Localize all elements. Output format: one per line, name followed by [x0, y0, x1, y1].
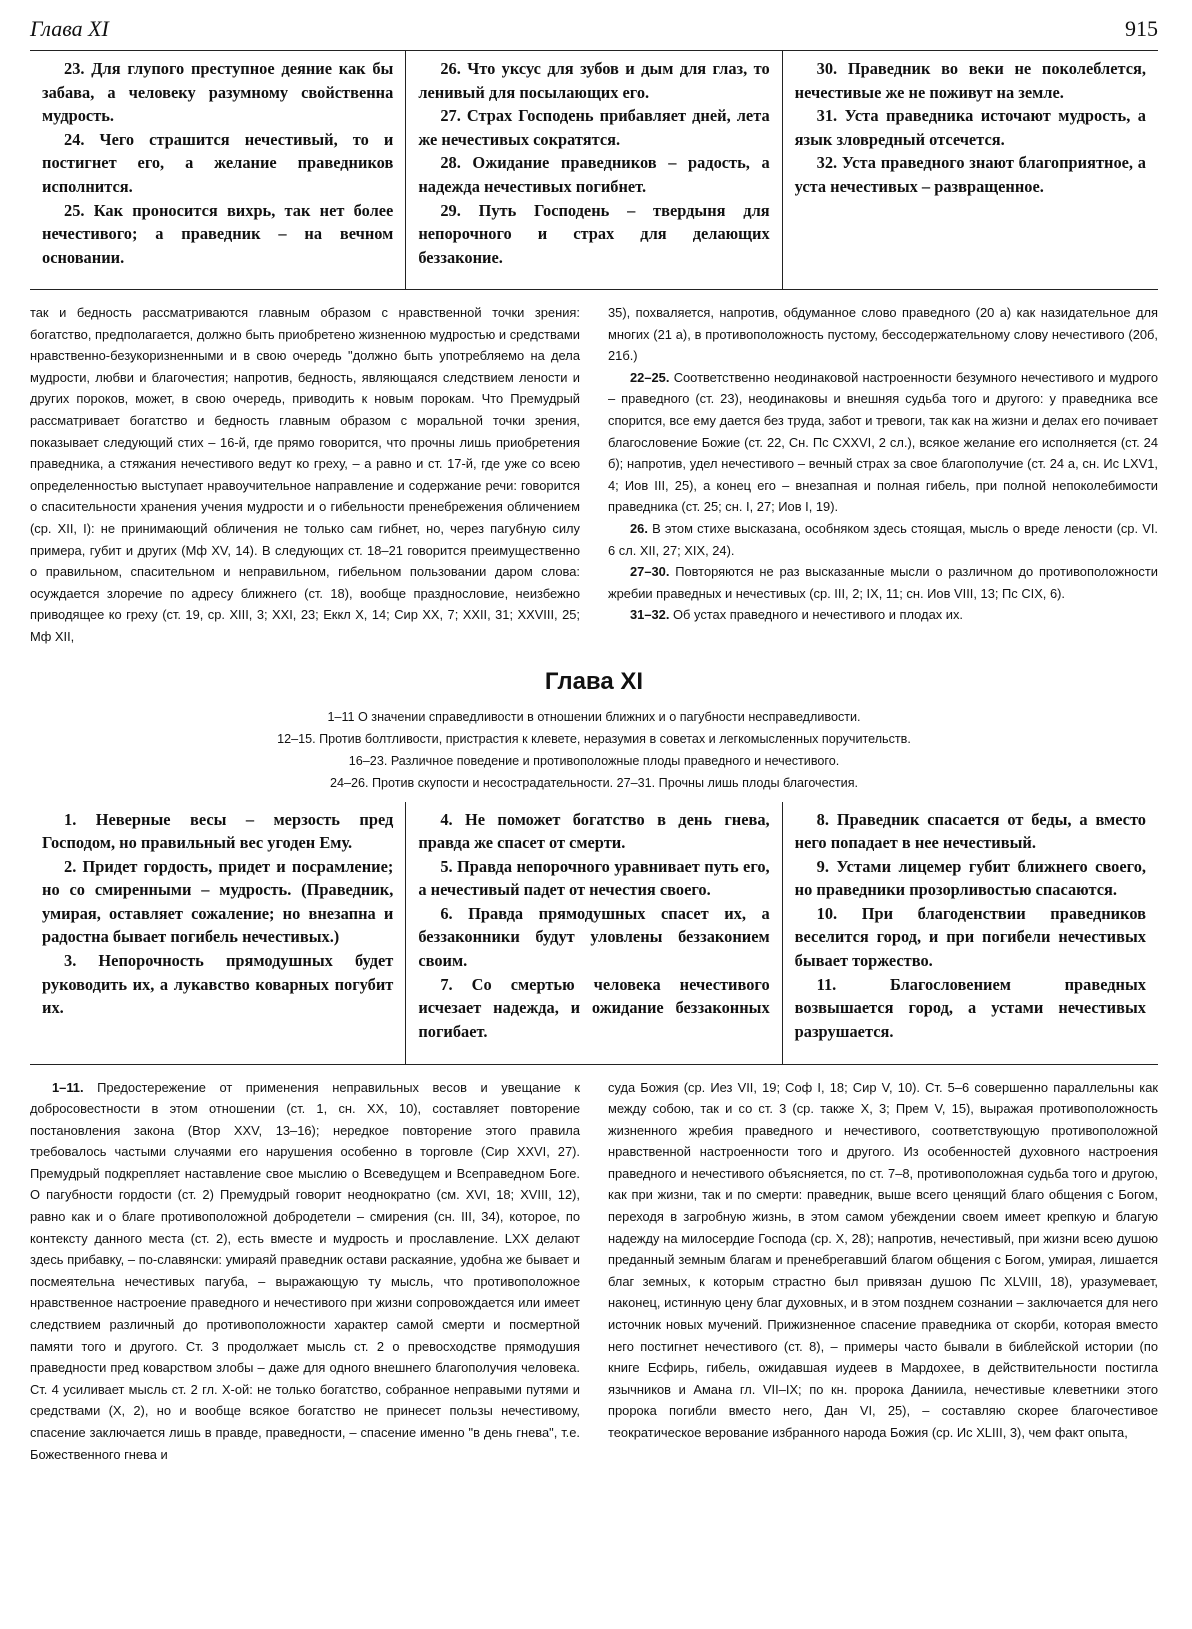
commentary-paragraph	[608, 604, 1158, 626]
bottom-commentary	[30, 1065, 1158, 1466]
summary-line: 12–15. Против болтливости, пристрастия к клевете, неразумия в советах и легкомысленных поручительств.	[277, 731, 911, 746]
commentary-text: Об устах праведного и нечестивого и плодах их.	[673, 607, 963, 623]
commentary-column-left	[30, 302, 580, 648]
running-chapter-title: Глава XI	[30, 16, 109, 41]
verse: 5. Правда непорочного уравнивает путь его, а нечестивый падет от нечестия своего.	[418, 856, 770, 900]
verse-column-2	[405, 802, 781, 1064]
verse-ref: 26.	[630, 520, 648, 536]
verse: 27. Страх Господень прибавляет дней, лета же нечестивых сократятся.	[418, 106, 770, 149]
commentary-paragraph	[608, 518, 1158, 561]
verse-column-2	[405, 51, 781, 289]
chapter-verses	[30, 802, 1158, 1064]
chapter-title: Глава XI	[544, 667, 644, 695]
commentary-text: Повторяются не раз высказанные мысли о различном до противоположности жребии праведных и нечестивых (ср. III, 2; IX, 11; сн. Иов VIII, 13; Пс CIX, 6).	[608, 564, 1158, 601]
verse-ref: 27–30.	[630, 564, 670, 580]
commentary-text: Предостережение от применения неправильных весов и увещание к добросовестности в этом отношении (ст. 1, сн. XX, 10), составляет повторение постановления закона (Втор XXV, 13–16); нередкое повторение этого правила требовалось частыми случаями его нарушения особенно в торговле (Сир XXVI, 27). Премудрый подкрепляет наставление свое мыслию о Всеведущем и Всеправедном Боге. О пагубности гордости (ст. 2) Премудрый говорит неоднократно (см. XVI, 18; XVIII, 12), равно как и о благе противоположной добродетели – смирения (сн. III, 34), которое, по контексту данного места (ст. 2), есть вместе и мудрость и прославление. LXX делают здесь прибавку, – по-славянски: умираяй праведник остави раскаяние, удобна же бывает и посмеятельна нечестивых пагуба, – выражающую ту мысль, что противоположное нравственное настроение праведного и нечестивого при жизни сопровождается или имеет следствием различный до противоположности характер самой смерти и посмертной памяти того и другого. Ст. 3 продолжает мысль ст. 2 о превосходстве прямодушия праведности пред коварством злобы – даже для одного внешнего благополучия человека. Ст. 4 усиливает мысль ст. 2 гл. X-ой: не только богатство, собранное неправыми путями и средствами (X, 2), но и вообще всякое богатство не принесет пользы нечестивому, спасение заключается лишь в правде, праведности, – спасение именно "в день гнева", т.е. Божественного гнева и	[30, 1079, 580, 1462]
verse: 1. Неверные весы – мерзость пред Господом, но правильный вес угоден Ему.	[42, 809, 394, 853]
commentary-column-right	[608, 1077, 1158, 1466]
commentary-text: В этом стихе высказана, особняком здесь стоящая, мысль о вреде лености (ср. VI. 6 сл. XII, 27; XIX, 24).	[608, 520, 1158, 558]
verse: 4. Не поможет богатство в день гнева, правда же спасет от смерти.	[418, 809, 770, 853]
verse-column-1	[30, 51, 405, 289]
verse: 7. Со смертью человека нечестивого исчезает надежда, и ожидание беззаконных погибает.	[418, 974, 770, 1041]
commentary-text: 35), похваляется, напротив, обдуманное слово праведного (20 а) как назидательное для многих (21 а), в противоположность пустому, бессодержательному слову нечестивого (20б, 21б.)	[608, 305, 1158, 364]
verse: 28. Ожидание праведников – радость, а надежда нечестивых погибнет.	[418, 153, 770, 196]
summary-line: 16–23. Различное поведение и противоположные плоды праведного и нечестивого.	[348, 753, 840, 768]
commentary-column-left	[30, 1077, 580, 1466]
page-number: 915	[1125, 16, 1158, 41]
commentary-text: суда Божия (ср. Иез VII, 19; Соф I, 18; Сир V, 10). Ст. 5–6 совершенно параллельны как между собою, так и со ст. 3 (ср. также X, 3; Прем V, 15), выражая противоположность жизненного жребия праведного и нечестивого, соответствующую противоположной нравственной настроенности того и другого. Из особенностей духовного настроения праведного и нечестивого объясняется, по ст. 7–8, противоположная судьба того и другою, как при жизни, так и по смерти: праведник, выше всего ценящий благо общения с Богом, переходя в загробную жизнь, в этом самом убеждении своем имеет крепкую и благую надежду на милосердие Господа (ср. X, 28); напротив, нечестивый, при жизни всею душою преданный земным благам и пренебрегавший благом общения с Богом, умирая, лишается благ земных, к которым страстно был привязан душою Пс XLVIII, 18), уразумевает, наконец, истинную цену благ духовных, и в этом позднем сознании – заключается для него источник новых мучений. Прижизненное спасение праведника от скорби, которая вместо него постигнет нечестивого (ст. 8), – примеры часто бывали в библейской истории (по книге Есфирь, гибель, ожидавшая иудеев в Мардохее, в действительности постигла язычников и Амана гл. VII–IX; по кн. пророка Даниила, нечестивые клеветники этого пророка погибли вместо него, Дан VI, 25), – составляю скорее благочестивое теократическое верование избранного народа Божия (ср. Ис XLIII, 3), чем факт опыта,	[608, 1079, 1158, 1440]
commentary-text: так и бедность рассматриваются главным образом с нравственной точки зрения: богатство, предполагается, должно быть приобретено жизненною мудростью и средствами нравственно-безукоризненными и в свою очередь "должно быть употребляемо на дела мудрости, любви и благочестия; напротив, бедность, являющаяся следствием лености и других пороков, может, в свою очередь, приводить к новым порокам. Что Премудрый рассматривает богатство и бедность главным образом с моральной точки зрения, показывает следующий стих – 16-й, где прямо говорится, что прочны лишь приобретения праведника, а стяжания нечестивого ведут ко греху, – а равно и ст. 17-й, где уже со всею определенностью выступает нравоучительное направление и содержание речи: говорится о спасительности хранения учения мудрости и о гибельности пренебрежения обличением (ср. XII, I): не принимающий обличения не только сам гибнет, но, через пагубную силу примера, губит и других (Мф XV, 14). В следующих ст. 18–21 говорится преимущественно о правильном, спасительном и неправильном, гибельном пользовании даром слова: осуждается злоречие по адресу ближнего (ст. 18), вообще празднословие, неизбежно приводящее ко греху (ст. 19, ср. XIII, 3; XXI, 23; Еккл X, 14; Сир XX, 7; XXII, 31; XXVIII, 25; Мф XII,	[30, 305, 580, 644]
page	[30, 16, 1158, 1465]
summary-line: 24–26. Против скупости и несострадательности. 27–31. Прочны лишь плоды благочестия.	[329, 775, 859, 790]
verse: 24. Чего страшится нечестивый, то и постигнет его, а желание праведников исполнится.	[42, 129, 394, 196]
commentary-paragraph	[608, 367, 1158, 518]
verse: 25. Как проносится вихрь, так нет более нечестивого; а праведник – на вечном основании.	[42, 200, 394, 267]
top-verses	[30, 51, 1158, 289]
verse-ref: 1–11.	[52, 1079, 84, 1095]
verse-column-3	[782, 51, 1158, 289]
verse: 6. Правда прямодушных спасет их, а беззаконники будут уловлены беззаконием своим.	[418, 903, 770, 971]
verse-ref: 31–32.	[630, 607, 670, 623]
top-commentary	[30, 290, 1158, 648]
verse: 23. Для глупого преступное деяние как бы забава, а человеку разумному свойственна мудрость.	[42, 59, 394, 126]
verse-ref: 22–25.	[630, 369, 670, 385]
verse: 10. При благоденствии праведников веселится город, и при погибели нечестивых бывает торжество.	[794, 903, 1146, 971]
chapter-summary	[30, 706, 1158, 794]
commentary-paragraph	[608, 1077, 1158, 1444]
verse: 30. Праведник во веки не поколеблется, нечестивые же не поживут на земле.	[794, 59, 1146, 102]
verse: 8. Праведник спасается от беды, а вместо него попадает в нее нечестивый.	[794, 809, 1146, 853]
summary-line: 1–11 О значении справедливости в отношении ближних и о пагубности несправедливости.	[327, 709, 861, 724]
commentary-paragraph	[30, 1077, 580, 1466]
commentary-paragraph	[30, 302, 580, 648]
verse: 26. Что уксус для зубов и дым для глаз, то ленивый для посылающих его.	[418, 59, 770, 102]
verse: 31. Уста праведника источают мудрость, а язык зловредный отсечется.	[794, 106, 1146, 149]
verse: 3. Непорочность прямодушных будет руководить их, а лукавство коварных погубит их.	[42, 951, 394, 1018]
verse-column-3	[782, 802, 1158, 1064]
commentary-column-right	[608, 302, 1158, 648]
verse: 2. Придет гордость, придет и посрамление; но со смиренными – мудрость. (Праведник, умирая, оставляет сожаление; но внезапна и радостна бывает погибель нечестивых.)	[42, 856, 394, 947]
running-header	[30, 16, 1158, 50]
verse-column-1	[30, 802, 405, 1064]
verse: 11. Благословением праведных возвышается город, а устами нечестивых разрушается.	[794, 974, 1146, 1041]
commentary-paragraph	[608, 561, 1158, 604]
verse: 9. Устами лицемер губит ближнего своего, но праведники прозорливостью спасаются.	[794, 856, 1146, 900]
verse: 29. Путь Господень – твердыня для непорочного и страх для делающих беззаконие.	[418, 200, 770, 267]
verse: 32. Уста праведного знают благоприятное, а уста нечестивых – развращенное.	[794, 153, 1146, 196]
commentary-paragraph	[608, 302, 1158, 367]
commentary-text: Соответственно неодинаковой настроенности безумного нечестивого и мудрого – праведного (ст. 23), неодинаковы и внешняя судьба того и другого: у праведника все спорится, все ему дается без труда, забот и тревоги, так как на жизни и делах его почивает благословение Божие (ст. 22, Сн. Пс CXXVI, 2 сл.), всякое желание его исполняется (ст. 24 б); напротив, удел нечестивого – вечный страх за свое благополучие (ст. 24 а, сн. Ис LXV1, 4; Иов III, 25), а конец его – внезапная и полная гибель, при полной непоколебимости праведника (ст. 25; сн. I, 27; Иов I, 19).	[608, 369, 1158, 515]
